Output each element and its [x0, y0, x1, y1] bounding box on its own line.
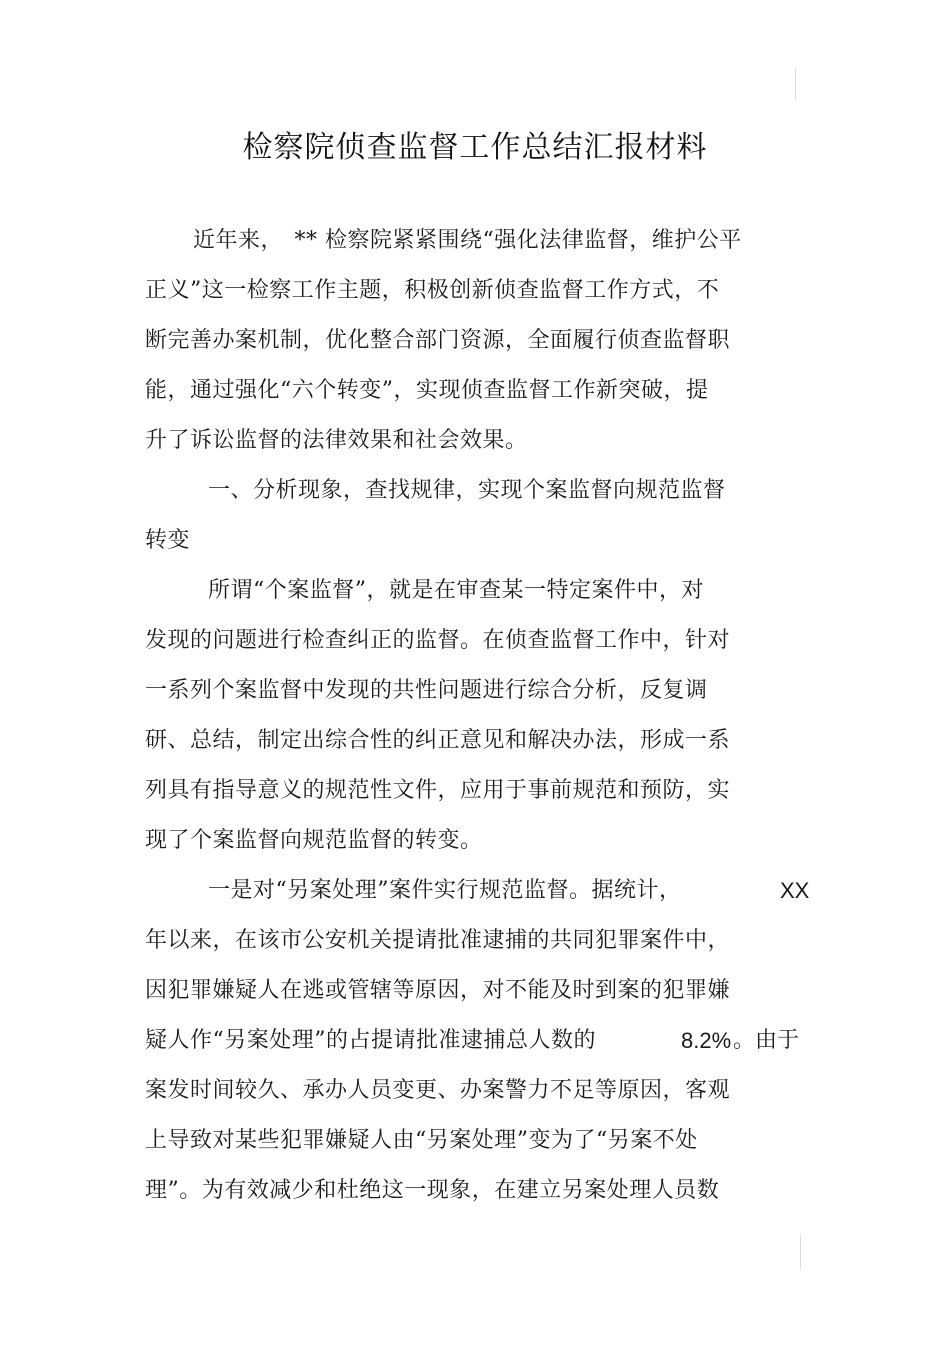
paragraph-line: 上导致对某些犯罪嫌疑人由“另案处理”变为了“另案不处 — [145, 1128, 698, 1153]
year-placeholder: XX — [780, 878, 810, 903]
paragraph-line: 年以来，在该市公安机关提请批准逮捕的共同犯罪案件中， — [145, 928, 731, 953]
paragraph-line: 一系列个案监督中发现的共性问题进行综合分析，反复调 — [145, 678, 708, 703]
page-edge-mark-top — [795, 68, 796, 100]
paragraph-line: 正义”这一检察工作主题，积极创新侦查监督工作方式，不 — [145, 278, 720, 303]
document-title: 检察院侦查监督工作总结汇报材料 — [242, 130, 708, 165]
paragraph-line: 一是对“另案处理”案件实行规范监督。据统计， — [208, 878, 682, 903]
section-heading-line: 转变 — [145, 528, 191, 553]
paragraph-line: 因犯罪嫌疑人在逃或管辖等原因，对不能及时到案的犯罪嫌 — [145, 978, 731, 1003]
percent-value: 8.2% — [681, 1028, 732, 1053]
paragraph-line: 案发时间较久、承办人员变更、办案警力不足等原因，客观 — [145, 1078, 731, 1103]
paragraph-line: 近年来， ** 检察院紧紧围绕“强化法律监督，维护公平 — [193, 228, 742, 253]
paragraph-line: 研、总结，制定出综合性的纠正意见和解决办法，形成一系 — [145, 728, 731, 753]
paragraph-line: 疑人作“另案处理”的占提请批准逮捕总人数的 — [145, 1028, 596, 1053]
section-heading-line: 一、分析现象，查找规律，实现个案监督向规范监督 — [208, 478, 726, 503]
page-edge-mark-bottom — [800, 1235, 801, 1269]
paragraph-line: 断完善办案机制，优化整合部门资源，全面履行侦查监督职 — [145, 328, 731, 353]
percent-suffix-text: 。由于 — [733, 1028, 800, 1053]
paragraph-line: 能，通过强化“六个转变”，实现侦查监督工作新突破，提 — [145, 378, 709, 403]
paragraph-line: 发现的问题进行检查纠正的监督。在侦查监督工作中，针对 — [145, 628, 731, 653]
paragraph-line: 理”。为有效减少和杜绝这一现象，在建立另案处理人员数 — [145, 1178, 720, 1203]
paragraph-line: 现了个案监督向规范监督的转变。 — [145, 828, 483, 853]
paragraph-line: 所谓“个案监督”，就是在审查某一特定案件中，对 — [208, 578, 704, 603]
paragraph-line: 升了诉讼监督的法律效果和社会效果。 — [145, 428, 528, 453]
paragraph-line: 列具有指导意义的规范性文件，应用于事前规范和预防，实 — [145, 778, 731, 803]
